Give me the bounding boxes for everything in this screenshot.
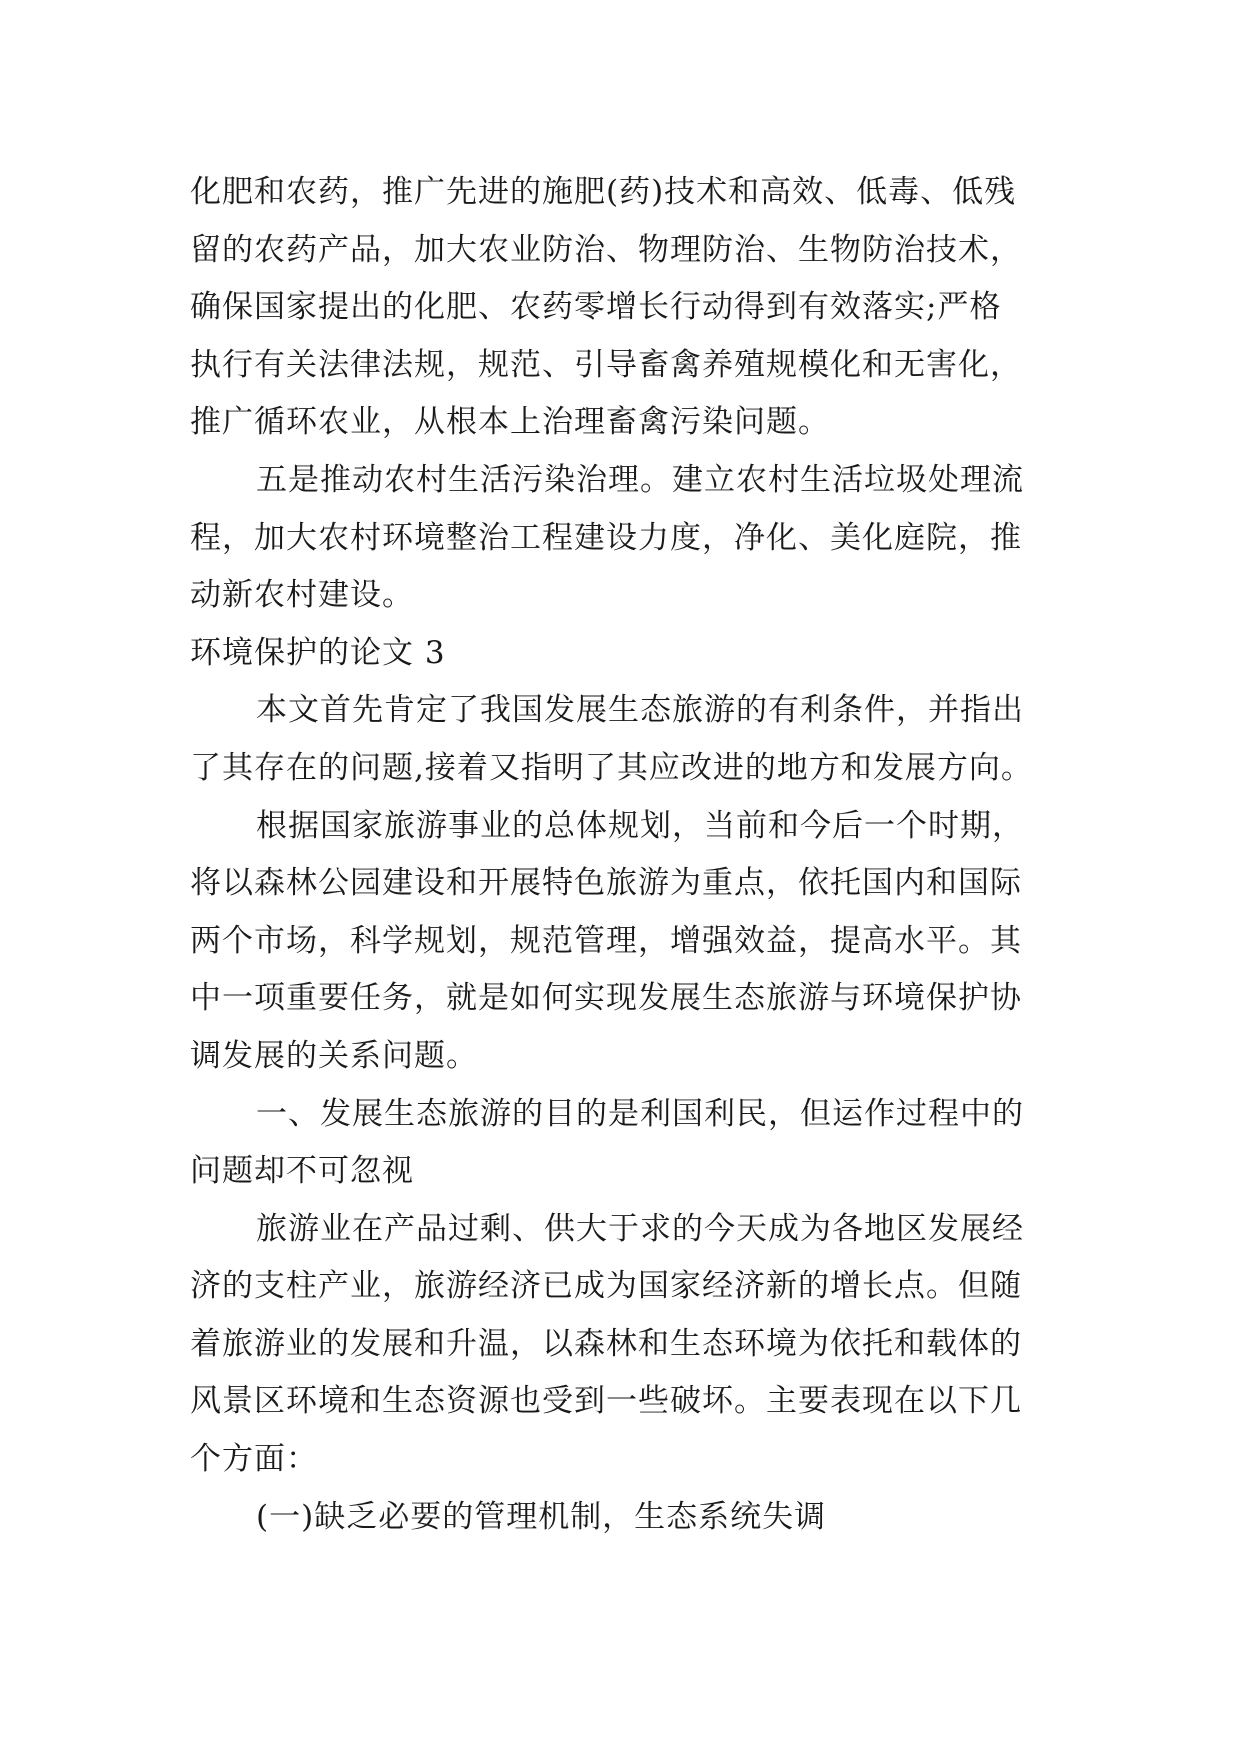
paragraph-start-line: 五是推动农村生活污染治理。建立农村生活垃圾处理流	[256, 461, 1024, 498]
text-line: 推广循环农业，从根本上治理畜禽污染问题。	[190, 404, 830, 441]
subsection-heading-line: 一、发展生态旅游的目的是利国利民，但运作过程中的	[256, 1095, 1024, 1132]
list-item-heading: (一)缺乏必要的管理机制，生态系统失调	[256, 1498, 827, 1535]
text-line: 了其存在的问题,接着又指明了其应改进的地方和发展方向。	[190, 749, 1033, 786]
text-line: 济的支柱产业，旅游经济已成为国家经济新的增长点。但随	[190, 1268, 1022, 1305]
text-line: 中一项重要任务，就是如何实现发展生态旅游与环境保护协	[190, 980, 1022, 1017]
paragraph-start-line: 旅游业在产品过剩、供大于求的今天成为各地区发展经	[256, 1210, 1024, 1247]
text-line: 个方面：	[190, 1441, 318, 1478]
document-body	[190, 164, 1070, 1546]
text-line: 风景区环境和生态资源也受到一些破坏。主要表现在以下几	[190, 1383, 1022, 1420]
text-line: 执行有关法律法规，规范、引导畜禽养殖规模化和无害化，	[190, 346, 1022, 383]
text-line: 确保国家提出的化肥、农药零增长行动得到有效落实;严格	[190, 289, 1002, 326]
text-line: 两个市场，科学规划，规范管理，增强效益，提高水平。其	[190, 922, 1022, 959]
text-line: 程，加大农村环境整治工程建设力度，净化、美化庭院，推	[190, 519, 1022, 556]
paragraph-start-line: 本文首先肯定了我国发展生态旅游的有利条件，并指出	[256, 692, 1024, 729]
section-heading: 环境保护的论文 3	[190, 634, 446, 671]
subsection-heading-line: 问题却不可忽视	[190, 1153, 414, 1190]
paragraph-start-line: 根据国家旅游事业的总体规划，当前和今后一个时期，	[256, 807, 1024, 844]
text-line: 化肥和农药，推广先进的施肥(药)技术和高效、低毒、低残	[190, 174, 1017, 210]
text-line: 动新农村建设。	[190, 577, 414, 614]
text-line: 留的农药产品，加大农业防治、物理防治、生物防治技术，	[190, 231, 1022, 268]
text-line: 将以森林公园建设和开展特色旅游为重点，依托国内和国际	[190, 865, 1022, 902]
text-line: 调发展的关系问题。	[190, 1037, 478, 1074]
text-line: 着旅游业的发展和升温，以森林和生态环境为依托和载体的	[190, 1325, 1022, 1362]
